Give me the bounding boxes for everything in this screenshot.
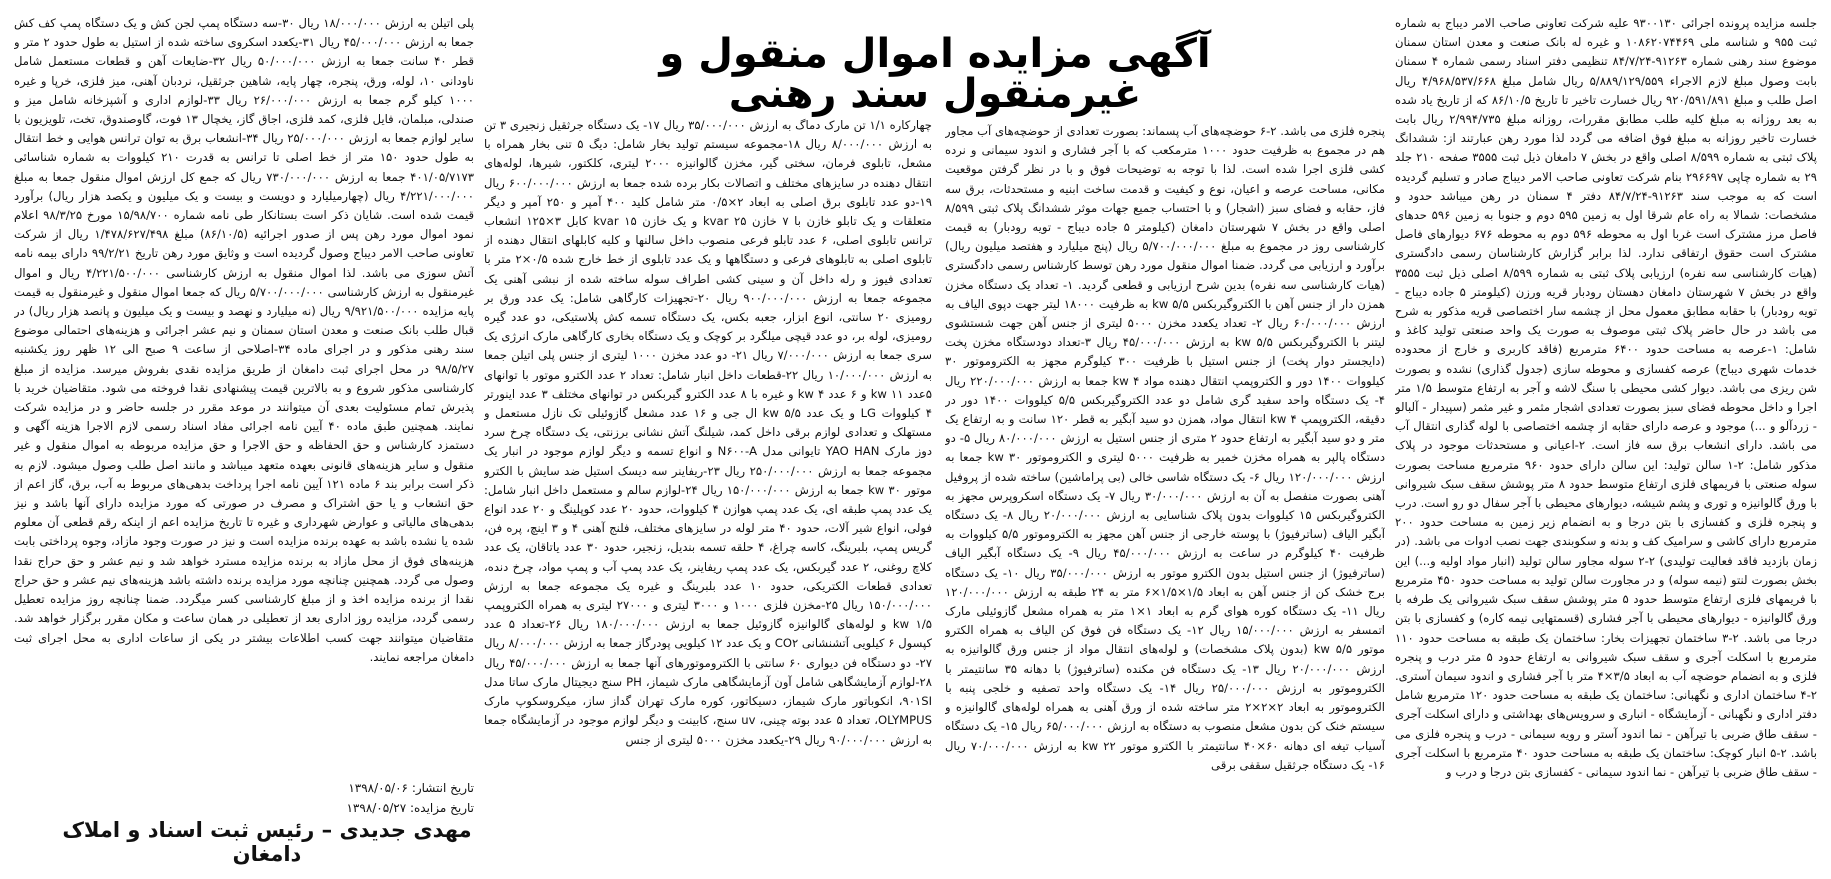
signature: مهدی جدیدی – رئیس ثبت اسناد و املاک دامغان	[62, 818, 472, 866]
notice-title: آگهی مزایده اموال منقول و غیرمنقول سند رهنی	[659, 31, 1211, 117]
notice-dates	[260, 778, 474, 818]
notice-column-1: جلسه مزایده پرونده اجرائی ۹۳۰۰۱۳۰ علیه شرکت تعاونی صاحب الامر دیباج به شماره ثبت ۹۵۵ و شناسه ملی ۱۰۸۶۲۰۷۴۴۶۹ و غیره له بانک صنعت و معدن استان سمنان موضوع سند رهنی شماره ۹۱۲۶۳-۸۴/۷/۲۴ تنظیمی دفتر اسناد رسمی شماره ۴ سمنان بابت وصول مبلغ لازم الاجراء ۵/۸۸۹/۱۲۹/۵۵۹ ریال شامل مبلغ ۴/۹۶۸/۵۳۷/۶۶۸ ریال اصل طلب و مبلغ ۹۲۰/۵۹۱/۸۹۱ ریال خسارت تاخیر تا تاریخ ۸۶/۱۰/۵ که از تاریخ یاد شده به بعد روزانه به مبلغ کلیه طلب مطابق مقررات، روزانه مبلغ ۲/۹۹۴/۷۳۵ ریال بابت خسارت تاخیر روزانه به مبلغ فوق اضافه می گردد لذا مورد رهن عبارتند از: ششدانگ پلاک ثبتی به شماره ۸/۵۹۹ اصلی واقع در بخش ۷ دامغان ذیل ثبت ۳۵۵۵ صفحه ۲۱۰ جلد ۲۹ به شماره چاپی ۲۹۶۶۹۷ بنام شرکت تعاونی صاحب الامر دیباج صادر و تسلیم گردیده است که به موجب سند ۹۱۲۶۳-۸۴/۷/۲۴ دفتر ۴ سمنان در رهن میباشد حدود و مشخصات: شمالا به راه عام شرقا اول به زمین ۵۹۵ دوم و جنوبا به زمین ۵۹۶ حدهای فاصل مرز مشترک است غربا اول به محوطه ۵۹۶ دوم به محوطه ۶۷۶ دیوارهای فاصل مشترک است حقوق ارتفاقی ندارد. لذا برابر گزارش کارشناسان رسمی دادگستری (هیات کارشناسی سه نفره) ارزیابی پلاک ثبتی به شماره ۸/۵۹۹ اصلی ذیل ثبت ۳۵۵۵ واقع در بخش ۷ شهرستان دامغان دهستان رودبار قریه ورزن (کیلومتر ۵ جاده دیباج - تویه رودبار) با حقابه مطابق معمول محل از چشمه سار اختصاصی قریه مذکور به شرح می باشد در حال حاضر پلاک ثبتی موصوف به صورت یک واحد صنعتی تولید کاغذ و شامل: ۱-عرصه به مساحت حدود ۶۴۰۰ مترمربع (فاقد کاربری و خارج از محدوده خدمات شهری دیباج) عرصه کفسازی و محوطه سازی (جدول گذاری) نشده و بصورت شن ریزی می باشد. دیوار کشی محیطی با سنگ لاشه و آجر به ارتفاع متوسط ۱/۵ متر اجرا و داخل محوطه فضای سبز بصورت تعدادی اشجار مثمر و غیر مثمر (سپیدار - آلبالو - زردآلو و ...) موجود و عرصه دارای حقابه از چشمه اختصاصی با لوله گذاری انتقال آب می باشد. دارای انشعاب برق سه فاز است. ۲-اعیانی و مستحدثات موجود در پلاک مذکور شامل: ۲-۱ سالن تولید: این سالن دارای حدود ۹۶۰ مترمربع مساحت بصورت سوله صنعتی با فریمهای فلزی ارتفاع متوسط حدود ۸ متر پوشش سقف سبک شیروانی با ورق گالوانیزه و توری و پشم شیشه، دیوارهای محیطی با آجر سفال دو رو است. درب و پنجره فلزی و کفسازی با بتن درجا و به انضمام زیر زمین به مساحت حدود ۲۰۰ مترمربع دارای کاشی و سرامیک کف و بدنه و سکوبندی جهت نصب ادوات می باشد. (در زمان بازدید فاقد فعالیت تولیدی) ۲-۲ سوله مجاور سالن تولید (انبار مواد اولیه و...) این بخش بصورت لنتو (نیمه سوله) و در مجاورت سالن تولید به مساحت حدود ۴۵۰ مترمربع با فریمهای فلزی ارتفاع متوسط حدود ۵ متر پوشش سقف سبک شیروانی یک طرفه با ورق گالوانیزه - دیوارهای محیطی با آجر فشاری (قسمتهایی نیمه کاره) و کفسازی با بتن درجا می باشد. ۲-۳ ساختمان تجهیزات بخار: ساختمان یک طبقه به مساحت حدود ۱۱۰ مترمربع با اسکلت آجری و سقف سبک شیروانی به ارتفاع حدود ۵ متر درب و پنجره فلزی و به انضمام حوضچه آب به ابعاد ۳/۵×۴ متر با آجر فشاری و اندود سیمان آستری. ۲-۴ ساختمان اداری و نگهبانی: ساختمان یک طبقه به مساحت حدود ۱۲۰ مترمربع شامل دفتر اداری و نگهبانی - آزمایشگاه - انباری و سرویس‌های بهداشتی و دارای اسکلت آجری - سقف طاق ضربی با تیرآهن - نما اندود آستر و رویه سیمانی - درب و پنجره فلزی می باشد. ۲-۵ انبار کوچک: ساختمان یک طبقه به مساحت حدود ۴۰ مترمربع با اسکلت آجری - سقف طاق ضربی با تیرآهن - نما اندود سیمانی - کفسازی بتن درجا و درب و	[1395, 16, 1817, 779]
notice-column-2: پنجره فلزی می باشد. ۲-۶ حوضچه‌های آب پسماند: بصورت تعدادی از حوضچه‌های آب مجاور هم در مجموع به ظرفیت حدود ۱۰۰۰ مترمکعب که با آجر فشاری و اندود سیمانی و نرده کشی فلزی اجرا شده است. لذا با توجه به توضیحات فوق و با در نظر گرفتن موقعیت مکانی، مساحت عرصه و اعیان، نوع و کیفیت و قدمت ساخت ابنیه و مستحدثات، برق سه فاز، حقابه و فضای سبز (اشجار) و با احتساب جمیع جهات موثر ششدانگ پلاک ثبتی ۸/۵۹۹ اصلی واقع در بخش ۷ شهرستان دامغان (کیلومتر ۵ جاده دیباج - تویه رودبار) به قیمت کارشناسی روز در مجموع به مبلغ ۵/۷۰۰/۰۰۰/۰۰۰ ریال (پنج میلیارد و هفتصد میلیون ریال) برآورد و ارزیابی می گردد. ضمنا اموال منقول مورد رهن توسط کارشناس رسمی دادگستری (هیات کارشناسی سه نفره) بدین شرح ارزیابی و قطعی گردید. ۱- تعداد یک دستگاه مخزن همزن دار از جنس آهن با الکتروگیربکس kw ۵/۵ به ظرفیت ۱۸۰۰۰ لیتر جهت دپوی الیاف به ارزش ۶۰/۰۰۰/۰۰۰ ریال ۲- تعداد یکعدد مخزن ۵۰۰۰ لیتری از جنس آهن جهت شستشوی لیتنر با الکتروگیربکس ۵/۵ kw به ارزش ۴۵/۰۰۰/۰۰۰ ریال ۳-تعداد دودستگاه مخزن پخت (دایجستر دوار پخت) از جنس استیل با ظرفیت ۳۰۰ کیلوگرم مجهز به الکتروموتور ۳۰ کیلووات ۱۴۰۰ دور و الکتروپمپ انتقال دهنده مواد ۴ kw جمعا به ارزش ۲۲۰/۰۰۰/۰۰۰ ریال ۴- یک دستگاه واحد سفید گری شامل دو عدد الکتروگیربکس ۵/۵ کیلووات ۱۴۰۰ دور در دقیقه، الکتروپمپ ۴ kw انتقال مواد، همزن دو سید آبگیر به قطر ۱۲۰ سانت و به ارتفاع یک متر و دو سید آبگیر به ارتفاع حدود ۲ متری از جنس استیل به ارزش ۸۰/۰۰۰/۰۰۰ ریال ۵- دو دستگاه پالپر به همراه مخزن خمیر به ظرفیت ۵۰۰۰ لیتری و الکتروموتور ۳۰ kw جمعا به ارزش ۱۲۰/۰۰۰/۰۰۰ ریال ۶- یک دستگاه شاسی خالی (بی پراماشین) ساخته شده از پروفیل آهنی بصورت منفصل به آن به ارزش ۳۰/۰۰۰/۰۰۰ ریال ۷- یک دستگاه اسکروپرس مجهز به الکتروگیربکس ۱۵ کیلووات بدون پلاک شناسایی به ارزش ۲۰/۰۰۰/۰۰۰ ریال ۸- یک دستگاه آبگیر الیاف (ساترفیوژ) با پوسته خارجی از جنس آهن مجهز به الکتروموتور ۵/۵ کیلووات به ظرفیت ۴۰ کیلوگرم در ساعت به ارزش ۴۵/۰۰۰/۰۰۰ ریال ۹- یک دستگاه آبگیر الیاف (ساترفیوژ) از جنس استیل بدون الکترو موتور به ارزش ۳۵/۰۰۰/۰۰۰ ریال ۱۰- یک دستگاه برج خشک کن از جنس آهن به ابعاد ۱/۵×۱/۵×۶ متر به ۲۴ طبقه به ارزش ۱۲۰/۰۰۰/۰۰۰ ریال ۱۱- یک دستگاه کوره هوای گرم به ابعاد ۱×۱ متر به همراه مشعل گازوئیلی مارک اتمسفر به ارزش ۱۵/۰۰۰/۰۰۰ ریال ۱۲- یک دستگاه فن فوق کن الیاف به همراه الکترو موتور ۵/۵ kw (بدون پلاک مشخصات) و لوله‌های انتقال مواد از جنس ورق گالوانیزه به ارزش ۲۰/۰۰۰/۰۰۰ ریال ۱۳- یک دستگاه فن مکنده (ساترفیوژ) با دهانه ۳۵ سانتیمتر با الکتروموتور به ارزش ۲۵/۰۰۰/۰۰۰ ریال ۱۴- یک دستگاه واحد تصفیه و خلجی پنبه با الکتروموتور به ابعاد ۲×۲×۲ متر ساخته شده از ورق آهنی به همراه لوله‌های گالوانیزه و سیستم خنک کن بدون مشعل منصوب به دستگاه به ارزش ۶۵/۰۰۰/۰۰۰ ریال ۱۵- یک دستگاه آسیاب تیغه ای دهانه ۶۰×۴۰ سانتیمتر با الکترو موتور ۲۲ kw به ارزش ۷۰/۰۰۰/۰۰۰ ریال ۱۶- یک دستگاه جرثقیل سقفی برقی	[945, 124, 1385, 772]
notice-column-4: پلی اتیلن به ارزش ۱۸/۰۰۰/۰۰۰ ریال ۳۰-سه دستگاه پمپ لجن کش و یک دستگاه پمپ کف کش جمعا به ارزش ۴۵/۰۰۰/۰۰۰ ریال ۳۱-یکعدد اسکروی ساخته شده از استیل به طول حدود ۲ متر و قطر ۴۰ سانت جمعا به ارزش ۵۰/۰۰۰/۰۰۰ ریال ۳۲-ضایعات آهن و قطعات مستعمل شامل ناودانی ۱۰، لوله، ورق، پنجره، چهار پایه، شاهین جرثقیل، نردبان آهنی، میز فلزی، خرپا و غیره ۱۰۰۰ کیلو گرم جمعا به ارزش ۲۶/۰۰۰/۰۰۰ ریال ۳۳-لوازم اداری و آشپزخانه شامل میز و صندلی، مبلمان، فایل فلزی، کمد فلزی، اجاق گاز، یخچال ۱۳ فوت، گاوصندوق، تخت، تلویزیون با سایر لوازم جمعا به ارزش ۲۵/۰۰۰/۰۰۰ ریال ۳۴-انشعاب برق به توان ترانس هوایی و خط انتقال به طول حدود ۱۵۰ متر از خط اصلی تا ترانس به قدرت ۲۱۰ کیلووات به شماره شناسائی ۴۰۱/۰۵/۷۱۷۳ جمعا به ارزش ۷۳۰/۰۰۰/۰۰۰ ریال که جمع کل ارزش اموال منقول جمعا به مبلغ ۴/۲۲۱/۰۰۰/۰۰۰ ریال (چهارمیلیارد و دویست و بیست و یک میلیون و یکصد هزار ریال) برآورد قیمت شده است. شایان ذکر است بستانکار طی نامه شماره ۱۵/۹۸/۷۰۰ مورخ ۹۸/۳/۲۵ اعلام نمود اموال مورد رهن پس از صدور اجرائیه (۸۶/۱۰/۵) مبلغ ۱/۴۷۸/۶۲۷/۴۹۸ ریال از شرکت تعاونی صاحب الامر دیباج وصول گردیده است و وثایق مورد رهن تاریخ ۹۹/۲/۲۱ دارای بیمه نامه آتش سوزی می باشد. لذا اموال منقول به ارزش کارشناسی ۴/۲۲۱/۵۰۰/۰۰۰ ریال و اموال غیرمنقول به ارزش کارشناسی ۵/۷۰۰/۰۰۰/۰۰۰ ریال که جمعا اموال منقول و غیرمنقول به قیمت پایه مزایده ۹/۹۲۱/۵۰۰/۰۰۰ ریال (نه میلیارد و نهصد و بیست و یک میلیون و پانصد هزار ریال) در قبال طلب بانک صنعت و معدن استان سمنان و نیم عشر اجرائی و هزینه‌های احتمالی موضوع سند رهنی مذکور و در اجرای ماده ۳۴-اصلاحی از ساعت ۹ صبح الی ۱۲ ظهر روز یکشنبه ۹۸/۵/۲۷ در محل اجرای ثبت دامغان از طریق مزایده نقدی بفروش میرسد. مزایده از مبلغ کارشناسی مذکور شروع و به بالاترین قیمت پیشنهادی نقدا فروخته می شود. متقاضیان خرید با پذیرش تمام مسئولیت بعدی آن میتوانند در موعد مقرر در جلسه حاضر و در مزایده شرکت نمایند. همچنین طبق ماده ۴۰ آیین نامه اجرائی مفاد اسناد رسمی لازم الاجرا هزینه آگهی و دستمزد کارشناس و حق الحفاظه و حق الاجرا و حق مزایده مربوطه به اموال منقول و غیر منقول و سایر هزینه‌های قانونی بعهده متعهد میباشد و مانند اصل طلب وصول میشود. لازم به ذکر است برابر بند ۶ ماده ۱۲۱ آیین نامه اجرا پرداخت بدهی‌های مربوط به آب، برق، گاز اعم از حق انشعاب و یا حق اشتراک و مصرف در صورتی که مورد مزایده دارای آنها باشد و نیز بدهی‌های مالیاتی و عوارض شهرداری و غیره تا تاریخ مزایده اعم از اینکه رقم قطعی آن معلوم شده یا نشده باشد به عهده برنده مزایده است و نیز در صورت وجود مازاد، وجوه پرداختی بابت هزینه‌های فوق از محل مازاد به برنده مزایده مسترد خواهد شد و نیم عشر و حق حراج نقدا وصول می گردد. همچنین چنانچه مورد مزایده برنده داشته باشد هزینه‌های نیم عشر و حق حراج نقدا از برنده مزایده اخذ و از مبلغ کارشناسی کسر میگردد. ضمنا چنانچه روز مزایده تعطیل رسمی گردد، مزایده روز اداری بعد از تعطیلی در همان ساعت و مکان مقرر برگزار خواهد شد. متقاضیان میتوانند جهت کسب اطلاعات بیشتر در یکی از ساعات اداری به محل اجرای ثبت دامغان مراجعه نمایند.	[14, 16, 474, 664]
auction-date: تاریخ مزایده: ۱۳۹۸/۰۵/۲۷	[346, 801, 474, 815]
notice-column-3: چهارکاره ۱/۱ تن مارک دماگ به ارزش ۳۵/۰۰۰/۰۰۰ ریال ۱۷- یک دستگاه جرثقیل زنجیری ۳ تن به ارزش ۸/۰۰۰/۰۰۰ ریال ۱۸-مجموعه سیستم تولید بخار شامل: دیگ ۵ تنی بخار همراه با مشعل، تابلوی فرمان، سختی گیر، مخزن گالوانیزه ۲۰۰۰ لیتری، کلکتور، شیرها، لوله‌های انتقال دهنده در سایزهای مختلف و اتصالات بکار برده شده جمعا به ارزش ۶۰۰/۰۰۰/۰۰۰ ریال ۱۹-دو عدد تابلوی برق اصلی به ابعاد ۲×۰/۵ متر شامل کلید ۴۰۰ آمپر و ۲۵۰ آمپر و دیگر متعلقات و یک تابلو خازن با ۷ خازن ۲۵ kvar و یک خازن ۱۵ kvar کابل ۳×۱۲۵ انشعاب ترانس تابلوی اصلی، ۶ عدد تابلو فرعی منصوب داخل سالنها و کلیه کابلهای انتقال دهنده از تابلوی اصلی به تابلوهای فرعی و دستگاهها و یک عدد تابلوی از خط خارج شده ۰/۵×۲ متر با تعدادی فیوز و رله داخل آن و سینی کشی اطراف سوله ساخته شده از نبشی آهنی یک مجموعه جمعا به ارزش ۹۰۰/۰۰۰/۰۰۰ ریال ۲۰-تجهیزات کارگاهی شامل: یک عدد ورق بر رومیزی ۲۰ سانتی، انوع ابزار، جعبه بکس، یک دستگاه تسمه کش پلاستیکی، دو عدد گیره رومیزی، لوله بر، دو عدد قیچی میلگرد بر کوچک و یک دستگاه بخاری کارگاهی مارک انرژی یک سری جمعا به ارزش ۷/۰۰۰/۰۰۰ ریال ۲۱- دو عدد مخزن ۱۰۰۰ لیتری از جنس پلی اتیلن جمعا به ارزش ۱۰/۰۰۰/۰۰۰ ریال ۲۲-قطعات داخل انبار شامل: تعداد ۲ عدد الکترو موتور با توانهای ۵عدد ۱۱ kw و ۶ عدد ۴ kw و غیره با ۸ عدد الکترو گیربکس در توانهای مختلف ۳ عدد اینورتر ۴ کیلووات LG و یک عدد ۵/۵ kw ال جی و ۱۶ عدد مشعل گازوئیلی تک نازل مستعمل و مستهلک و تعدادی لوازم برقی داخل کمد، شیلنگ آتش نشانی برزنتی، یک دستگاه چرخ سرد دوز مارک YAO HAN تایوانی مدل N۶۰۰-A و انواع تسمه و دیگر لوازم موجود در انبار یک مجموعه جمعا به ارزش ۲۵۰/۰۰۰/۰۰۰ ریال ۲۳-ریفاینر سه دیسک استیل ضد سایش با الکترو موتور ۳۰ kw جمعا به ارزش ۱۵۰/۰۰۰/۰۰۰ ریال ۲۴-لوازم سالم و مستعمل داخل انبار شامل: یک عدد پمپ طبقه ای، یک عدد پمپ هوازن ۴ کیلووات، حدود ۲۰ عدد کوپلینگ و ۲۰ عدد انواع فولی، انواع شیر آلات، حدود ۴۰ متر لوله در سایزهای مختلف، فلنج آهنی ۴ و ۳ اینچ، پره فن، گریس پمپ، بلبرینگ، کاسه چراغ، ۴ حلقه تسمه بندیل، زنجیر، حدود ۳۰ عدد یاتاقان، یک عدد کلاچ روغنی، ۲ عدد گیربکس، یک عدد پمپ ریفاینر، یک عدد پمپ آب و پمپ مواد، چرخ دنده، تعدادی قطعات الکتریکی، حدود ۱۰ عدد بلبرینگ و غیره یک مجموعه جمعا به ارزش ۱۵۰/۰۰۰/۰۰۰ ریال ۲۵-مخزن فلزی ۱۰۰۰ و ۳۰۰۰ لیتری و ۲۷۰۰۰ لیتری به همراه الکتروپمپ ۱/۵ kw و لوله‌های گالوانیزه گازوئیل جمعا به ارزش ۱۸۰/۰۰۰/۰۰۰ ریال ۲۶-تعداد ۵ عدد کپسول ۶ کیلویی آتشنشانی CO۲ و یک عدد ۱۲ کیلویی پودرگاز جمعا به ارزش ۸/۰۰۰/۰۰۰ ریال ۲۷- دو دستگاه فن دیواری ۶۰ سانتی با الکتروموتورهای آنها جمعا به ارزش ۴۵/۰۰۰/۰۰۰ ریال ۲۸-لوازم آزمایشگاهی شامل آون آزمایشگاهی مارک شیماز، PH سنج دیجیتال مارک ساتا مدل ۹۰۱SI، انکوباتور مارک شیماز، دسیکاتور، کوره مارک تهران گداز ساز، میکروسکوپ مارک OLYMPUS، تعداد ۵ عدد بوته چینی، uv سنج، کابینت و دیگر لوازم موجود در آزمایشگاه جمعا به ارزش ۹۰/۰۰۰/۰۰۰ ریال ۲۹-یکعدد مخزن ۵۰۰۰ لیتری از جنس	[484, 118, 932, 747]
publish-date: تاریخ انتشار: ۱۳۹۸/۰۵/۰۶	[348, 781, 474, 795]
